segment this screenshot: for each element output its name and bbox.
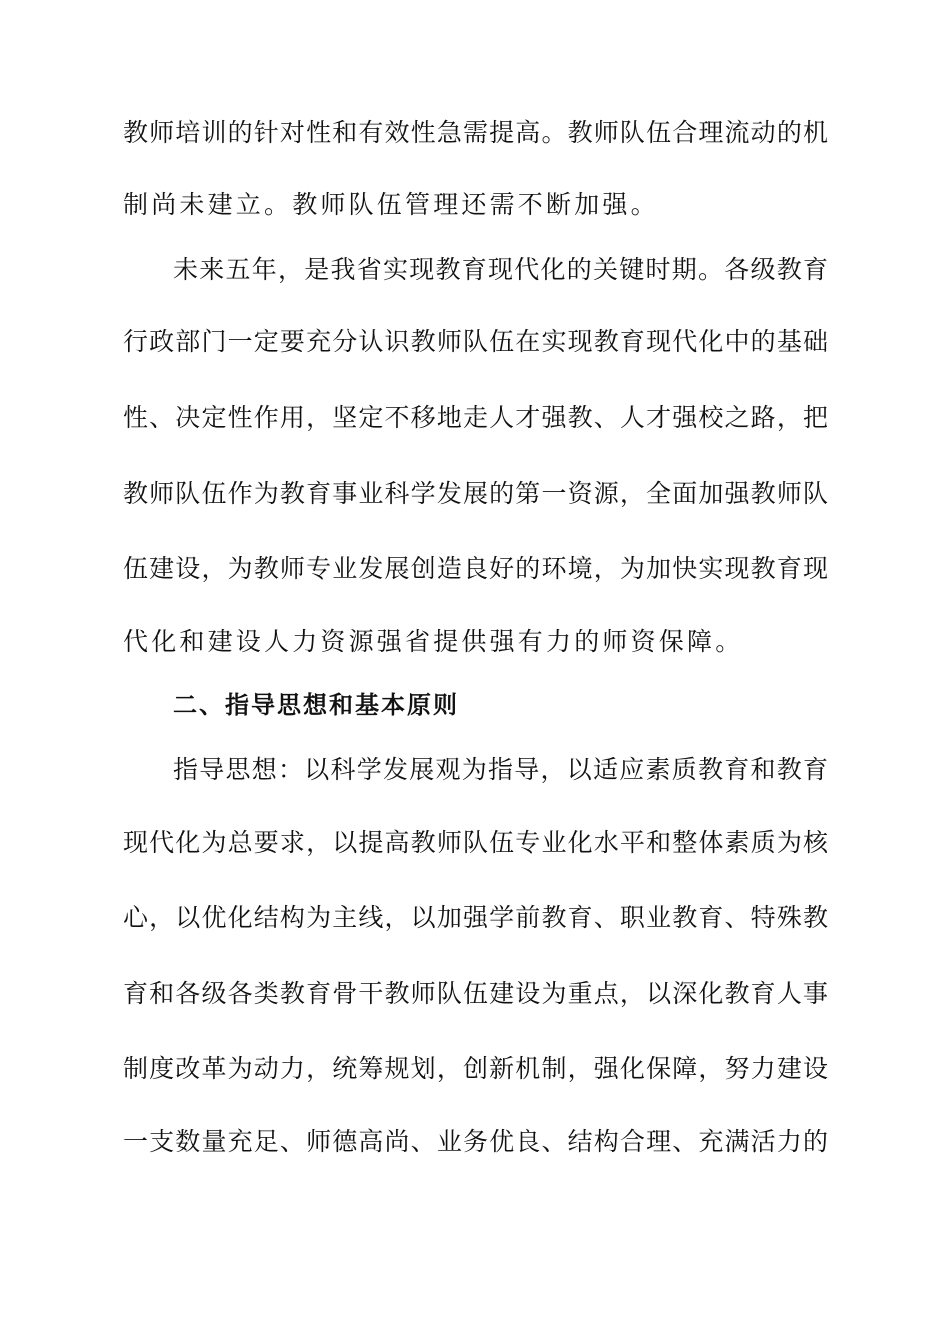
body-text-line: 育和各级各类教育骨干教师队伍建设为重点，以深化教育人事 [123,979,828,1008]
body-text-line: 行政部门一定要充分认识教师队伍在实现教育现代化中的基础 [123,327,828,356]
section-heading: 二、指导思想和基本原则 [173,691,459,719]
body-text-line: 心，以优化结构为主线，以加强学前教育、职业教育、特殊教 [123,903,828,932]
body-text-line: 现代化为总要求，以提高教师队伍专业化水平和整体素质为核 [123,828,828,857]
body-text-line: 伍建设，为教师专业发展创造良好的环境，为加快实现教育现 [123,554,828,583]
body-text-line: 性、决定性作用，坚定不移地走人才强教、人才强校之路，把 [123,403,828,432]
body-text-line: 制尚未建立。教师队伍管理还需不断加强。 [123,190,659,219]
body-text-line: 教师培训的针对性和有效性急需提高。教师队伍合理流动的机 [123,118,828,147]
body-text-line: 一支数量充足、师德高尚、业务优良、结构合理、充满活力的 [123,1127,828,1156]
paragraph-first-line: 指导思想：以科学发展观为指导，以适应素质教育和教育 [173,755,828,784]
paragraph-first-line: 未来五年，是我省实现教育现代化的关键时期。各级教育 [173,255,828,284]
body-text-line: 代化和建设人力资源强省提供强有力的师资保障。 [123,627,744,656]
body-text-line: 教师队伍作为教育事业科学发展的第一资源，全面加强教师队 [123,479,828,508]
body-text-line: 制度改革为动力，统筹规划，创新机制，强化保障，努力建设 [123,1054,828,1083]
